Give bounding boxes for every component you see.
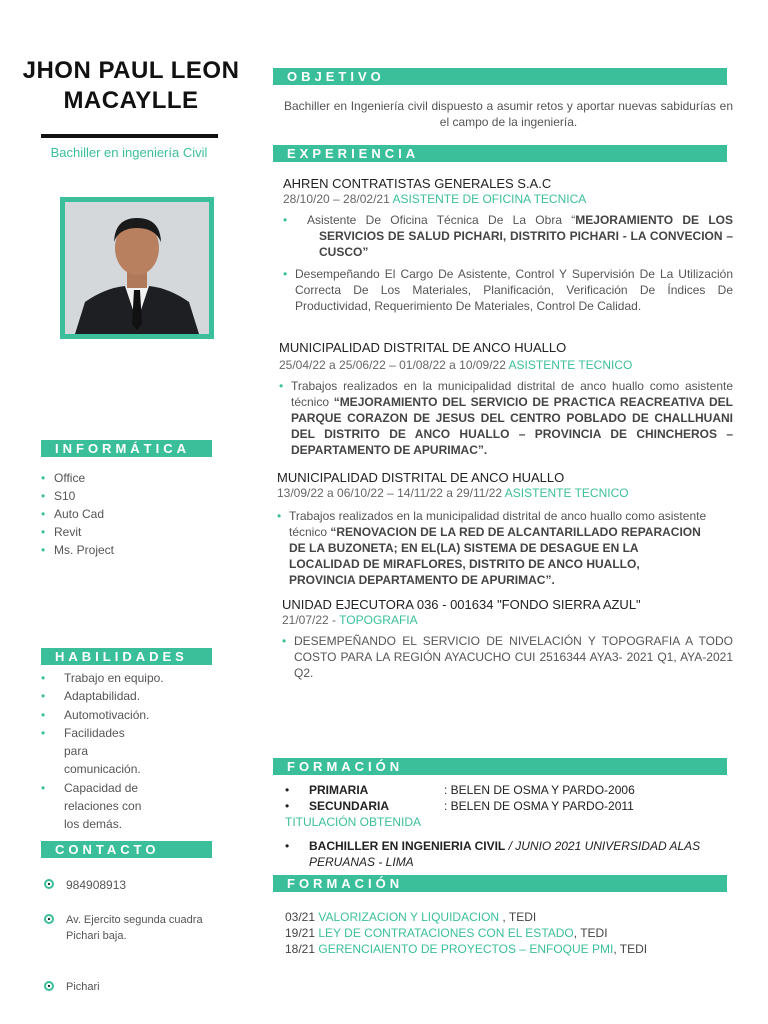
experience-item — [277, 470, 707, 588]
section-objetivo: OBJETIVO — [273, 68, 727, 85]
habilidades-list — [41, 669, 191, 834]
informatica-list — [41, 469, 114, 559]
list-item: • Ms. Project — [41, 541, 114, 559]
section-habilidades: HABILIDADES — [41, 648, 212, 665]
company-name: MUNICIPALIDAD DISTRITAL DE ANCO HUALLO — [279, 340, 567, 355]
section-experiencia: EXPERIENCIA — [273, 145, 727, 162]
list-item: • Trabajo en equipo. — [41, 669, 191, 687]
contact-address: Av. Ejercito segunda cuadra Pichari baja. — [41, 912, 211, 944]
section-informatica: INFORMÁTICA — [41, 440, 212, 457]
job-bullet: • Desempeñando El Cargo De Asistente, Control Y Supervisión De La Utilización Correcta De Los Materiales, Planificación, Verificación De Índices De Productividad, Requerimiento De Materiales, Control De Calidad. — [283, 267, 733, 313]
profile-photo — [65, 202, 209, 334]
job-role: TOPOGRAFIA — [339, 613, 418, 627]
primaria-row: • PRIMARIA : BELEN DE OSMA Y PARDO-2006 — [285, 783, 635, 797]
list-item: • Adaptabilidad. — [41, 687, 191, 705]
home-icon — [44, 981, 54, 991]
person-portrait-icon — [65, 202, 209, 334]
list-item: • S10 — [41, 487, 114, 505]
section-formacion: FORMACIÓN — [273, 758, 727, 775]
list-item: • Automotivación. — [41, 706, 191, 724]
job-role: ASISTENTE TECNICO — [508, 358, 633, 372]
name-divider — [41, 134, 218, 138]
contact-phone: 984908913 — [41, 877, 236, 893]
list-item: • Auto Cad — [41, 505, 114, 523]
job-bullet: • Trabajos realizados en la municipalidad distrital de anco huallo como asistente técnico “RENOVACION DE LA RED DE ALCANTARILLADO REPARACION DE LA BUZONETA; EN EL(LA) SISTEMA DE DESAGUE EN LA LOCALIDAD DE MIRAFLORES, DISTRITO DE ANCO HUALLO, PROVINCIA DEPARTAMENTO DE APURIMAC”. — [277, 509, 707, 587]
contact-city: Pichari — [41, 979, 211, 995]
list-item: • Facilidades para comunicación. — [41, 724, 134, 779]
company-name: MUNICIPALIDAD DISTRITAL DE ANCO HUALLO — [277, 470, 565, 485]
experience-item — [279, 340, 733, 458]
phone-icon — [44, 879, 54, 889]
secundaria-row: • SECUNDARIA : BELEN DE OSMA Y PARDO-2011 — [285, 799, 634, 813]
company-name: UNIDAD EJECUTORA 036 - 001634 "FONDO SIERRA AZUL" — [282, 597, 641, 612]
name-line-1: JHON PAUL LEON — [22, 57, 240, 84]
job-role: ASISTENTE TECNICO — [504, 486, 629, 500]
profession-subtitle: Bachiller en ingeniería Civil — [50, 145, 208, 160]
experience-item — [282, 597, 733, 681]
job-bullet: • Trabajos realizados en la municipalidad distrital de anco huallo como asistente técnico “MEJORAMIENTO DEL SERVICIO DE PRACTICA REACREATIVA DEL PARQUE CORAZON DE JESUS DEL CENTRO POBLADO DE CHALLHUANI DEL DISTRITO DE ANCO HUALLO – PROVINCIA DE CHINCHEROS – DEPARTAMENTO DE APURIMAC”. — [279, 379, 734, 457]
curso-row: 03/21 VALORIZACION Y LIQUIDACION , TEDI — [285, 910, 537, 924]
cursos-list — [285, 909, 725, 957]
candidate-name — [0, 56, 262, 116]
bachiller-row: • BACHILLER EN INGENIERIA CIVIL / JUNIO 2021 UNIVERSIDAD ALAS PERUANAS - LIMA — [285, 839, 701, 869]
name-line-2: MACAYLLE — [63, 87, 199, 114]
job-dates: 21/07/22 - — [282, 613, 337, 627]
job-role: ASISTENTE DE OFICINA TECNICA — [392, 192, 587, 206]
formacion-list — [285, 782, 725, 870]
job-dates: 25/04/22 a 25/06/22 – 01/08/22 a 10/09/22 — [279, 358, 506, 372]
job-bullet: • Asistente De Oficina Técnica De La Obra “MEJORAMIENTO DE LOS SERVICIOS DE SALUD PICHARI, DISTRITO PICHARI - LA CONVECION – CUSCO” — [283, 213, 733, 259]
experience-item — [283, 176, 733, 314]
company-name: AHREN CONTRATISTAS GENERALES S.A.C — [283, 176, 552, 191]
section-contacto: CONTACTO — [41, 841, 212, 858]
curso-row: 18/21 GERENCIAIENTO DE PROYECTOS – ENFOQUE PMI, TEDI — [285, 942, 648, 956]
titulacion-heading: TITULACIÓN OBTENIDA — [285, 815, 422, 829]
job-dates: 28/10/20 – 28/02/21 — [283, 192, 390, 206]
job-bullet: • DESEMPEÑANDO EL SERVICIO DE NIVELACIÓN Y TOPOGRAFIA A TODO COSTO PARA LA REGIÓN AYACUCHO CUI 2516344 AYA3- 2021 Q1, AYA-2021 Q2. — [282, 634, 733, 680]
job-dates: 13/09/22 a 06/10/22 – 14/11/22 a 29/11/22 — [277, 486, 503, 500]
list-item: • Revit — [41, 523, 114, 541]
list-item: • Office — [41, 469, 114, 487]
objetivo-text: Bachiller en Ingeniería civil dispuesto a asumir retos y aportar nuevas sabidurías en el campo de la ingeniería. — [284, 99, 733, 129]
curso-row: 19/21 LEY DE CONTRATACIONES CON EL ESTADO, TEDI — [285, 926, 608, 940]
location-icon — [44, 914, 54, 924]
section-formacion-cursos: FORMACIÓN — [273, 875, 727, 892]
list-item: • Capacidad de relaciones con los demás. — [41, 779, 159, 834]
